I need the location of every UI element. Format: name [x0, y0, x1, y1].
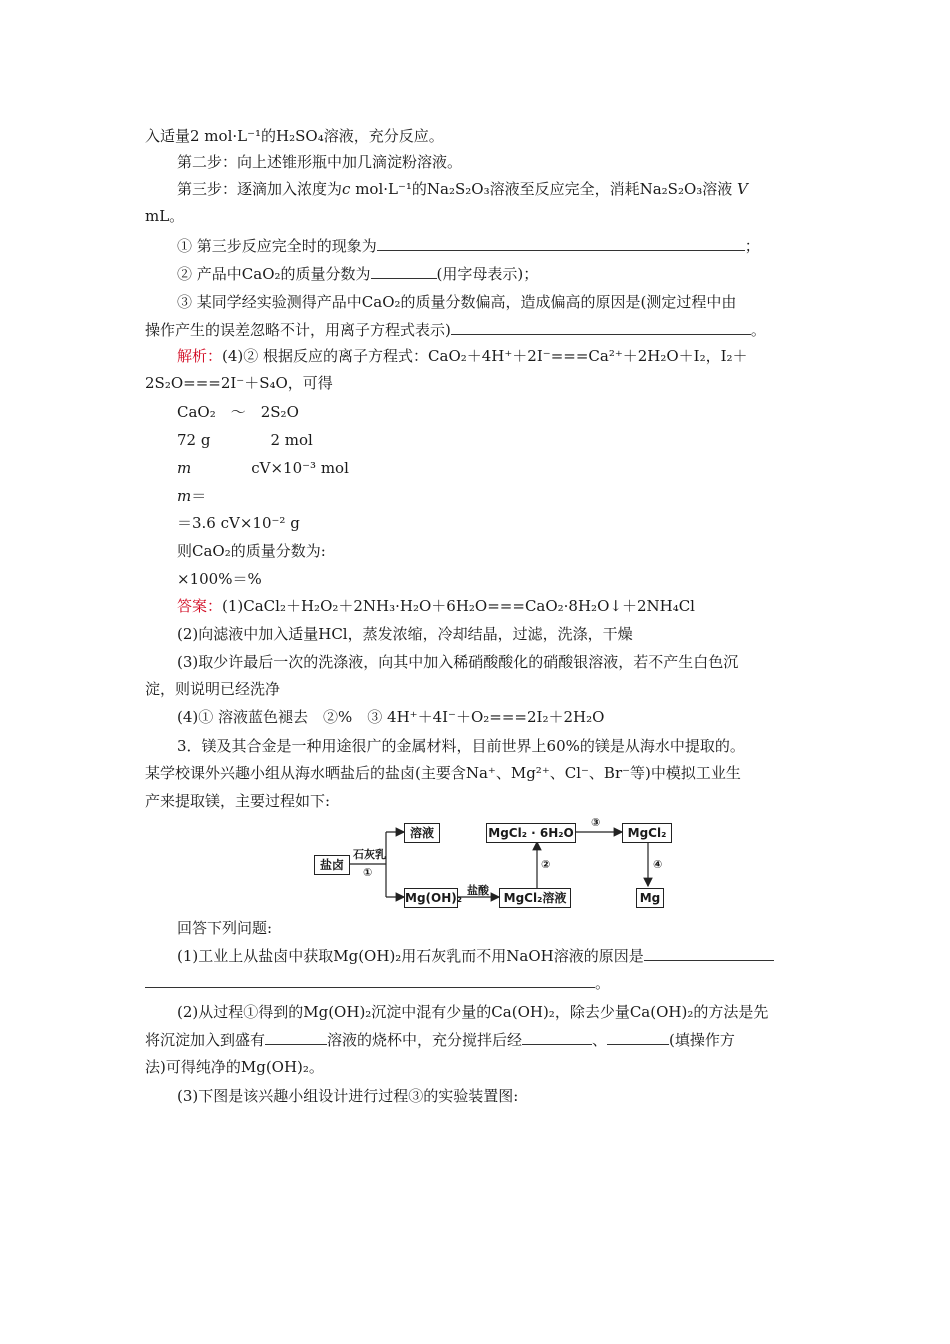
- answer-line: 淀，则说明已经洗净: [145, 680, 281, 698]
- text-line: mL。: [145, 207, 185, 225]
- question-3-cont: [145, 319, 766, 340]
- analysis-line: [177, 346, 748, 366]
- answer-label: 答案：: [177, 597, 223, 615]
- process-flow-diagram: [312, 814, 674, 912]
- punct: ；: [744, 237, 760, 255]
- text-segment: mol·L⁻¹的Na₂S₂O₃溶液至反应完全，消耗Na₂S₂O₃溶液: [350, 180, 733, 198]
- punct: 、: [592, 1031, 608, 1049]
- questions-heading: 回答下列问题:: [177, 919, 273, 937]
- sub-question-3: (3)下图是该兴趣小组设计进行过程③的实验装置图:: [177, 1087, 519, 1105]
- question-text: ① 第三步反应完全时的现象为: [177, 237, 377, 255]
- problem-3: 产来提取镁，主要过程如下:: [145, 792, 331, 810]
- answer-blank[interactable]: [522, 1029, 592, 1045]
- var-v: V: [737, 180, 748, 198]
- calc-line: ＝3.6 cV×10⁻² g: [177, 514, 300, 532]
- question-text: 操作产生的误差忽略不计，用离子方程式表示): [145, 321, 451, 339]
- answer-blank[interactable]: [145, 972, 595, 988]
- punct: 。: [595, 974, 611, 992]
- answer-blank[interactable]: [607, 1029, 669, 1045]
- answer-blank[interactable]: [265, 1029, 327, 1045]
- punct: 。: [750, 321, 766, 339]
- answer-blank[interactable]: [451, 319, 751, 335]
- sub-question-2: (2)从过程①得到的Mg(OH)₂沉淀中混有少量的Ca(OH)₂，除去少量Ca(OH)₂的方法是先: [177, 1003, 769, 1021]
- problem-3: 3．镁及其合金是一种用途很广的金属材料，目前世界上60%的镁是从海水中提取的。: [177, 737, 745, 755]
- problem-3: 某学校课外兴趣小组从海水晒盐后的盐卤(主要含Na⁺、Mg²⁺、Cl⁻、Br⁻等)中模拟工业生: [145, 764, 741, 782]
- mgcl2-solution-box: MgCl₂溶液: [499, 888, 571, 908]
- solution-box: 溶液: [404, 823, 440, 843]
- text-segment: cV×10⁻³ mol: [191, 459, 349, 477]
- sub-question-2-cont: 法)可得纯净的Mg(OH)₂。: [145, 1058, 324, 1076]
- hcl-label: 盐酸: [467, 884, 489, 897]
- var-m: m: [177, 487, 192, 505]
- sub-question-1-cont: [145, 972, 610, 993]
- calc-line: ×100%＝%: [177, 570, 262, 588]
- sub-question-2-cont: [145, 1029, 735, 1050]
- var-m: m: [177, 459, 192, 477]
- answer-blank[interactable]: [371, 263, 437, 279]
- answer-line: (3)取少许最后一次的洗涤液，向其中加入稀硝酸酸化的硝酸银溶液，若不产生白色沉: [177, 653, 739, 671]
- sub-question-1: [177, 945, 774, 966]
- question-3: ③ 某同学经实验测得产品中CaO₂的质量分数偏高，造成偏高的原因是(测定过程中由: [177, 293, 737, 311]
- var-c: c: [342, 180, 351, 198]
- ratio-line: CaO₂ ～ 2S₂O: [177, 403, 299, 421]
- ratio-line: [177, 458, 349, 478]
- question-1: [177, 235, 760, 256]
- step-three: [177, 179, 748, 199]
- step-2-label: ②: [541, 858, 551, 871]
- mgcl2-box: MgCl₂: [622, 823, 672, 843]
- question-text: (填操作方: [669, 1031, 735, 1049]
- question-text: ② 产品中CaO₂的质量分数为: [177, 265, 371, 283]
- answer-line: (4)① 溶液蓝色褪去 ②% ③ 4H⁺＋4I⁻＋O₂===2I₂＋2H₂O: [177, 708, 605, 726]
- mgoh2-box: Mg(OH)₂: [404, 888, 458, 908]
- analysis-text: (4)② 根据反应的离子方程式：CaO₂＋4H⁺＋2I⁻===Ca²⁺＋2H₂O＋I₂，I₂＋: [222, 347, 748, 365]
- question-text: 溶液的烧杯中，充分搅拌后经: [327, 1031, 523, 1049]
- question-text: 将沉淀加入到盛有: [145, 1031, 266, 1049]
- answer-line: [177, 596, 695, 616]
- analysis-label: 解析：: [177, 347, 223, 365]
- mg-box: Mg: [636, 888, 664, 908]
- text-line: 入适量2 mol·L⁻¹的H₂SO₄溶液，充分反应。: [145, 127, 444, 145]
- lime-label: 石灰乳: [353, 848, 386, 861]
- step-1-label: ①: [363, 866, 373, 879]
- text-segment: 第三步：逐滴加入浓度为: [177, 180, 343, 198]
- question-2: [177, 263, 538, 284]
- analysis-line: 2S₂O===2I⁻＋S₄O，可得: [145, 374, 333, 392]
- calc-line: [177, 486, 206, 506]
- answer-line: (2)向滤液中加入适量HCl，蒸发浓缩，冷却结晶，过滤，洗涤，干燥: [177, 625, 633, 643]
- step-4-label: ④: [653, 858, 663, 871]
- answer-blank[interactable]: [377, 235, 745, 251]
- brine-box: 盐卤: [314, 855, 350, 875]
- question-text: (1)工业上从盐卤中获取Mg(OH)₂用石灰乳而不用NaOH溶液的原因是: [177, 947, 644, 965]
- ratio-line: 72 g 2 mol: [177, 431, 313, 449]
- answer-text: (1)CaCl₂＋H₂O₂＋2NH₃·H₂O＋6H₂O===CaO₂·8H₂O↓＋2NH₄Cl: [222, 597, 695, 615]
- step-two: 第二步：向上述锥形瓶中加几滴淀粉溶液。: [177, 153, 463, 171]
- mgcl2-hydrate-box: MgCl₂ · 6H₂O: [486, 823, 576, 843]
- text-segment: ＝: [191, 487, 207, 505]
- step-3-label: ③: [591, 816, 601, 829]
- calc-line: 则CaO₂的质量分数为:: [177, 542, 326, 560]
- question-text: (用字母表示)；: [436, 265, 539, 283]
- answer-blank[interactable]: [644, 945, 774, 961]
